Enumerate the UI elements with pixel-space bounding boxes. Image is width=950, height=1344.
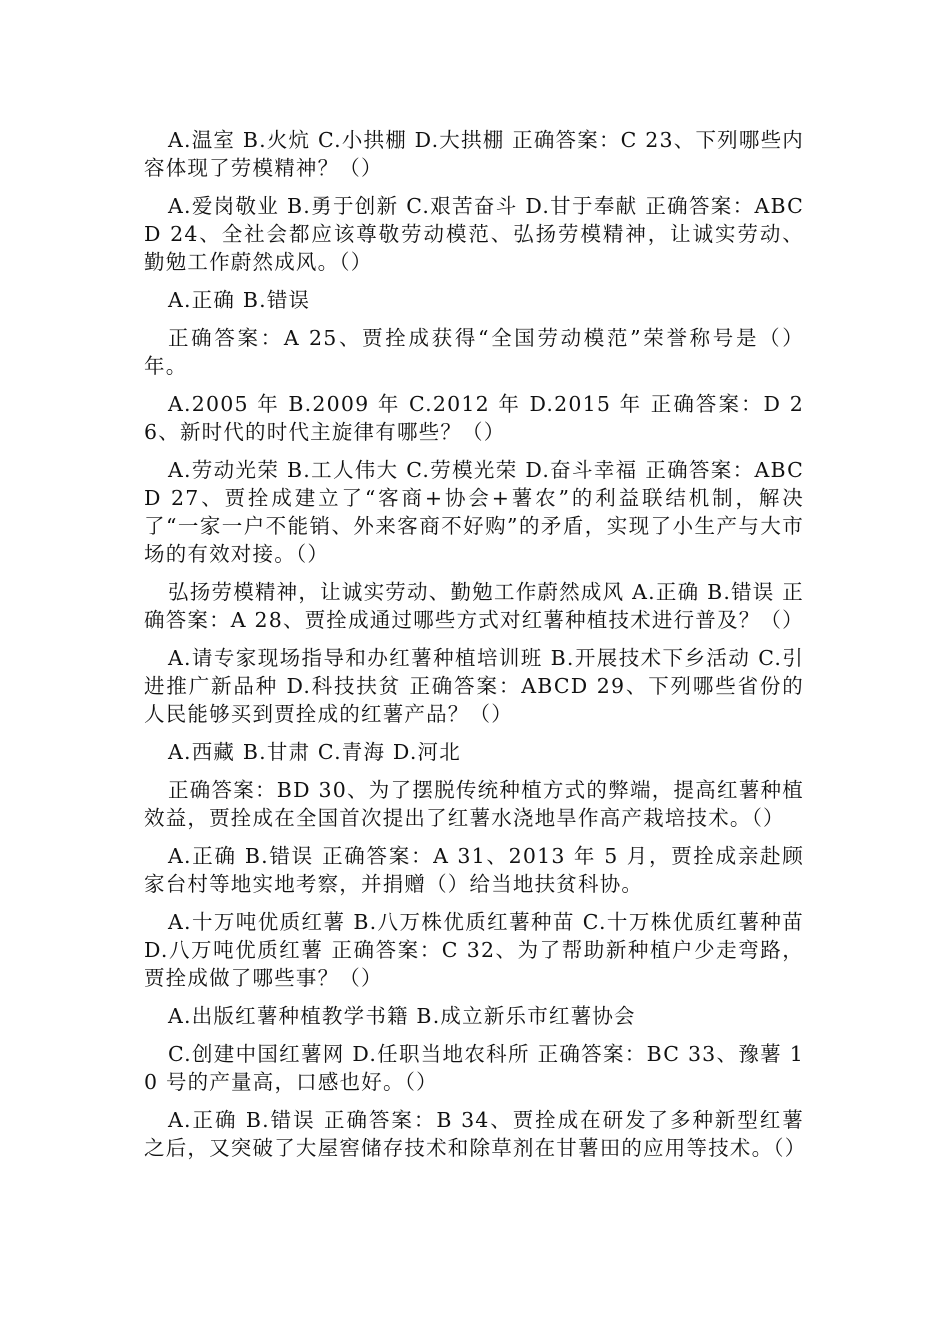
paragraph-14: C.创建中国红薯网 D.任职当地农科所 正确答案：BC 33、豫薯 10 号的产量高，口感也好。（） bbox=[144, 1042, 804, 1094]
paragraph-12: A.十万吨优质红薯 B.八万株优质红薯种苗 C.十万株优质红薯种苗 D.八万吨优质红薯 正确答案：C 32、为了帮助新种植户少走弯路，贾拴成做了哪些事？（） bbox=[144, 910, 804, 990]
paragraph-10: 正确答案：BD 30、为了摆脱传统种植方式的弊端，提高红薯种植效益，贾拴成在全国首次提出了红薯水浇地旱作高产栽培技术。（） bbox=[144, 778, 804, 830]
document-body bbox=[144, 126, 807, 1172]
paragraph-2: A.爱岗敬业 B.勇于创新 C.艰苦奋斗 D.甘于奉献 正确答案：ABCD 24、全社会都应该尊敬劳动模范、弘扬劳模精神，让诚实劳动、勤勉工作蔚然成风。（） bbox=[144, 194, 804, 274]
paragraph-9: A.西藏 B.甘肃 C.青海 D.河北 bbox=[168, 740, 461, 764]
paragraph-4: 正确答案：A 25、贾拴成获得“全国劳动模范”荣誉称号是（）年。 bbox=[144, 326, 804, 378]
paragraph-13: A.出版红薯种植教学书籍 B.成立新乐市红薯协会 bbox=[168, 1004, 636, 1028]
paragraph-7: 弘扬劳模精神，让诚实劳动、勤勉工作蔚然成风 A.正确 B.错误 正确答案：A 28、贾拴成通过哪些方式对红薯种植技术进行普及？（） bbox=[144, 580, 804, 632]
paragraph-11: A.正确 B.错误 正确答案：A 31、2013 年 5 月，贾拴成亲赴顾家台村等地实地考察，并捐赠（）给当地扶贫科协。 bbox=[144, 844, 804, 896]
paragraph-5: A.2005 年 B.2009 年 C.2012 年 D.2015 年 正确答案：D 26、新时代的时代主旋律有哪些？（） bbox=[144, 392, 804, 444]
paragraph-6: A.劳动光荣 B.工人伟大 C.劳模光荣 D.奋斗幸福 正确答案：ABCD 27、贾拴成建立了“客商+协会+薯农”的利益联结机制，解决了“一家一户不能销、外来客商不好购”的矛盾，实现了小生产与大市场的有效对接。（） bbox=[144, 458, 804, 566]
paragraph-8: A.请专家现场指导和办红薯种植培训班 B.开展技术下乡活动 C.引进推广新品种 D.科技扶贫 正确答案：ABCD 29、下列哪些省份的人民能够买到贾拴成的红薯产品？（） bbox=[144, 646, 804, 726]
paragraph-15: A.正确 B.错误 正确答案：B 34、贾拴成在研发了多种新型红薯之后，又突破了大屋窖储存技术和除草剂在甘薯田的应用等技术。（） bbox=[144, 1108, 807, 1160]
paragraph-3: A.正确 B.错误 bbox=[168, 288, 311, 312]
paragraph-1: A.温室 B.火炕 C.小拱棚 D.大拱棚 正确答案：C 23、下列哪些内容体现了劳模精神？（） bbox=[144, 128, 804, 180]
